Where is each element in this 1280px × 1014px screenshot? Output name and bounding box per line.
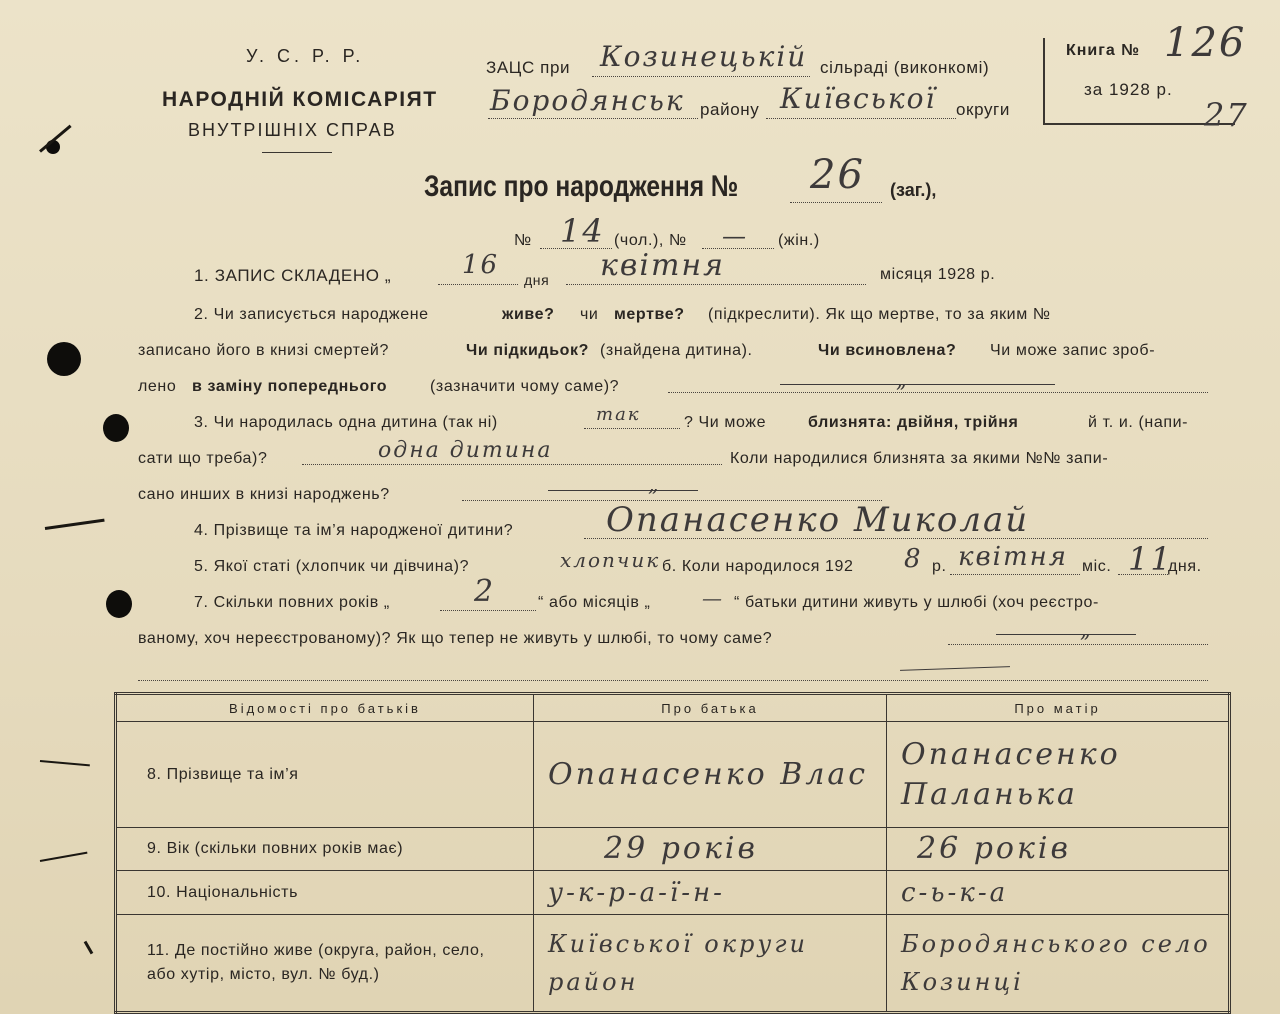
item-2-text-b: чи <box>580 306 599 323</box>
table-row <box>116 828 1230 871</box>
item-2-line2-c: Чи може запис зроб- <box>990 342 1156 359</box>
dotted-line <box>566 284 866 285</box>
paper-tear <box>45 519 105 530</box>
item-3-answer2: одна дитина <box>378 438 553 463</box>
item-1-year: місяця 1928 р. <box>880 266 996 283</box>
paper-tear <box>40 760 90 766</box>
marriage-months: — <box>702 586 724 610</box>
item-2-line3-a: лено <box>138 378 177 395</box>
item-2-foundling: Чи підкидьок? <box>466 342 589 359</box>
paper-tear <box>40 852 88 862</box>
male-number-prefix: № <box>514 232 532 249</box>
father-residence: Київської округи район <box>534 915 887 1013</box>
item-5-text-e: дня. <box>1168 558 1202 575</box>
column-header: Про батька <box>534 694 887 722</box>
record-title: Запис про народження № <box>424 170 739 203</box>
item-3-text-a: 3. Чи народилась одна дитина (так ні) <box>194 414 498 431</box>
item-7-label: 7. Скільки повних років „ <box>194 594 390 611</box>
row-label: 9. Вік (скільки повних років має) <box>116 828 534 871</box>
father-name: Опанасенко Влас <box>534 722 887 828</box>
dotted-line <box>138 680 1208 681</box>
answer-dash <box>996 634 1136 635</box>
commissariat-title: НАРОДНІЙ КОМІСАРІЯТ <box>162 88 438 111</box>
item-1-day: 16 <box>462 250 500 280</box>
father-nationality: у-к-р-а-ї-н- <box>534 871 887 915</box>
item-7-line2: ваному, хоч нереєстрованому)? Як що тепер не живуть у шлюбі, то чому саме? <box>138 630 773 647</box>
marriage-years: 2 <box>474 574 496 609</box>
item-2-adopted: Чи всиновлена? <box>818 342 957 359</box>
dotted-line <box>302 464 722 465</box>
item-2-text-a: 2. Чи записується народжене <box>194 306 429 323</box>
table-row <box>116 722 1230 828</box>
birth-day: 11 <box>1128 540 1173 578</box>
dotted-line <box>592 76 810 77</box>
item-1-day-word: дня <box>524 272 550 288</box>
book-number: 126 <box>1164 20 1247 66</box>
dotted-line <box>790 202 882 203</box>
okrug-name: Київської <box>780 82 937 115</box>
parents-table <box>114 692 1231 1014</box>
item-3-line2-b: Коли народилися близнята за якими №№ запи- <box>730 450 1109 467</box>
item-5-text-c: р. <box>932 558 947 575</box>
answer-dash <box>900 666 1010 671</box>
row-label: 10. Національність <box>116 871 534 915</box>
zags-prefix: ЗАЦС при <box>486 58 571 77</box>
mother-name: Опанасенко Паланька <box>887 722 1230 828</box>
dotted-line <box>1118 574 1168 575</box>
item-3-text-c: й т. и. (напи- <box>1088 414 1189 431</box>
answer-dash <box>548 490 698 491</box>
item-2-line2-b: (знайдена дитина). <box>600 342 753 359</box>
item-5-text-d: міс. <box>1082 558 1112 575</box>
item-3-twins: близнята: двійня, трійня <box>808 414 1019 431</box>
item-2-dead: мертве? <box>614 306 685 323</box>
item-5-label: 5. Якої статі (хлопчик чи дівчина)? <box>194 558 470 575</box>
punch-hole <box>106 590 132 618</box>
zags-place: Козинецькій <box>600 40 808 73</box>
mother-nationality: с-ь-к-а <box>887 871 1230 915</box>
item-7-text-c: “ батьки дитини живуть у шлюбі (хоч реєстро- <box>734 594 1099 611</box>
table-row <box>116 871 1230 915</box>
dotted-line <box>948 644 1208 645</box>
book-sub: 27 <box>1204 96 1249 134</box>
dotted-line <box>766 118 956 119</box>
item-2-answer: „ <box>896 368 909 392</box>
item-2-live: живе? <box>502 306 555 323</box>
item-3-line2-a: сати що треба)? <box>138 450 268 467</box>
book-year: за 1928 р. <box>1084 80 1173 99</box>
item-7-text-b: “ або місяців „ <box>538 594 651 611</box>
table-header-row <box>116 694 1230 722</box>
item-3-text-b: ? Чи може <box>684 414 767 431</box>
female-number-suffix: (жін.) <box>778 232 820 249</box>
row-label: 8. Прізвище та ім’я <box>116 722 534 828</box>
birth-month: квітня <box>958 542 1068 572</box>
mother-age: 26 років <box>887 828 1230 871</box>
paper-tear <box>84 941 94 955</box>
dotted-line <box>668 392 1208 393</box>
item-1-month: квітня <box>600 248 726 283</box>
table-row <box>116 915 1230 1013</box>
item-2-line2-a: записано його в книзі смертей? <box>138 342 389 359</box>
punch-hole <box>103 414 129 442</box>
book-label: Книга № <box>1066 42 1141 59</box>
dotted-line <box>440 610 536 611</box>
district-name: Бородянськ <box>490 84 685 117</box>
dotted-line <box>438 284 518 285</box>
male-number: 14 <box>560 212 605 250</box>
birth-year-digit: 8 <box>904 544 923 574</box>
item-3-answer1: так <box>596 404 641 425</box>
dotted-line <box>950 574 1080 575</box>
female-number: — <box>722 222 748 250</box>
record-title-suffix: (заг.), <box>890 180 937 200</box>
district-word: району <box>700 100 760 119</box>
child-name: Опанасенко Миколай <box>606 500 1030 540</box>
male-number-suffix: (чол.), № <box>614 232 687 249</box>
zags-suffix: сільраді (виконкомі) <box>820 58 990 77</box>
dotted-line <box>584 428 680 429</box>
punch-hole <box>47 342 81 376</box>
answer-dash <box>780 384 1055 385</box>
okrug-word: округи <box>956 100 1010 119</box>
dotted-line <box>488 118 698 119</box>
column-header: Відомості про батьків <box>116 694 534 722</box>
row-label: 11. Де постійно живе (округа, район, село, або хутір, місто, вул. № буд.) <box>116 915 534 1013</box>
header-rule <box>262 152 332 153</box>
dotted-line <box>584 538 1208 539</box>
item-2-text-c: (підкреслити). Як що мертве, то за яким № <box>708 306 1051 323</box>
item-3-line3: сано инших в книзі народжень? <box>138 486 390 503</box>
commissariat-subtitle: ВНУТРІШНІХ СПРАВ <box>188 120 397 140</box>
column-header: Про матір <box>887 694 1230 722</box>
item-2-line3-b: (зазначити чому саме)? <box>430 378 620 395</box>
record-number: 26 <box>810 152 865 198</box>
item-1-label: 1. ЗАПИС СКЛАДЕНО „ <box>194 266 392 285</box>
mother-residence: Бородянського село Козинці <box>887 915 1230 1013</box>
father-age: 29 років <box>534 828 887 871</box>
item-5-text-b: б. Коли народилося 192 <box>662 558 854 575</box>
item-3-answer3: „ <box>648 472 661 496</box>
item-7-answer: „ <box>1080 618 1093 642</box>
state-heading: У. С. Р. Р. <box>246 46 365 66</box>
child-sex: хлопчик <box>560 548 661 572</box>
item-4-label: 4. Прізвище та ім’я народженої дитини? <box>194 522 514 539</box>
item-2-replacement: в заміну попереднього <box>192 378 388 395</box>
